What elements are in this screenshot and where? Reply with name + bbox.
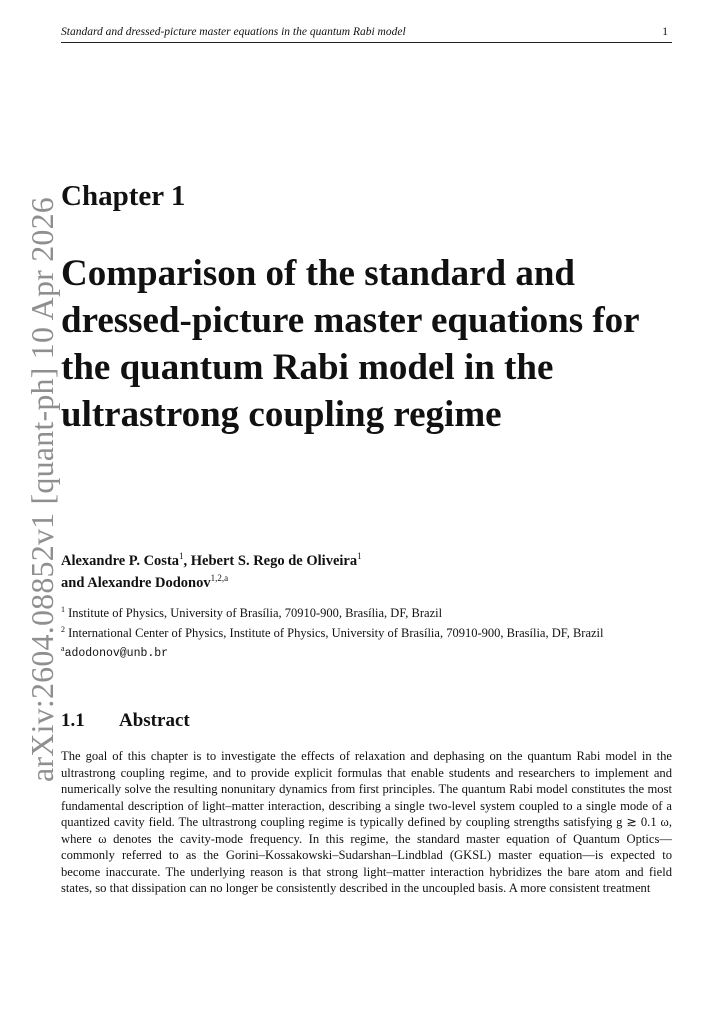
section-number: 1.1 (61, 710, 85, 731)
section-heading (61, 710, 190, 732)
running-header (61, 26, 672, 43)
author-name: Alexandre Dodonov (87, 574, 211, 591)
affiliation-list (61, 602, 673, 662)
author-line-2 (61, 570, 661, 592)
author-line-1 (61, 548, 661, 570)
page-number: 1 (662, 26, 668, 38)
author-affil-mark: 1 (357, 551, 362, 561)
author-name: Hebert S. Rego de Oliveira (190, 552, 358, 569)
running-title: Standard and dressed-picture master equations in the quantum Rabi model (61, 26, 406, 38)
author-separator: , (183, 552, 191, 569)
author-affil-mark: 1,2,a (210, 572, 229, 583)
affiliation-text: Institute of Physics, University of Brasília, 70910-900, Brasília, DF, Brazil (68, 606, 443, 621)
chapter-title: Comparison of the standard and dressed-picture master equations for the quantum Rabi model in the ultrastrong coupling regime (61, 253, 639, 435)
affiliation-mark: 2 (61, 624, 65, 634)
author-list (61, 548, 661, 592)
email-link[interactable]: adodonov@unb.br (64, 647, 169, 661)
email-mark: a (61, 644, 65, 654)
email-line (61, 641, 673, 662)
author-affil-mark: 1 (179, 551, 184, 561)
chapter-label: Chapter 1 (61, 180, 186, 212)
affiliation-item (61, 602, 673, 622)
author-name: Alexandre P. Costa (61, 552, 180, 569)
arxiv-stamp: arXiv:2604.08852v1 [quant-ph] 10 Apr 2026 (24, 196, 60, 782)
section-title: Abstract (119, 710, 190, 731)
abstract-body: The goal of this chapter is to investigate the effects of relaxation and dephasing on the quantum Rabi model in the ultrastrong coupling regime, and to provide explicit formulas that enable students and researchers to implement and numerically solve the resulting nonunitary dynamics from first principles. The quantum Rabi model constitutes the most fundamental description of light–matter interaction, describing a single two-level system coupled to a single mode of a quantized cavity field. The ultrastrong coupling regime is typically defined by coupling strengths satisfying g ≳ 0.1 ω, where ω denotes the cavity-mode frequency. In this regime, the standard master equation of Quantum Optics—commonly referred to as the Gorini–Kossakowski–Sudarshan–Lindblad (GKSL) master equation—is expected to become inaccurate. The underlying reason is that strong light–matter interaction hybridizes the bare atom and field states, so that dissipation can no longer be consistently described in the uncoupled basis. A more consistent treatment (61, 749, 672, 895)
affiliation-item (61, 622, 673, 642)
affiliation-mark: 1 (61, 605, 65, 614)
author-conjunction: and (61, 574, 88, 591)
affiliation-text: International Center of Physics, Institute of Physics, University of Brasília, 70910-900, Brasília, DF, Brazil (68, 625, 604, 640)
